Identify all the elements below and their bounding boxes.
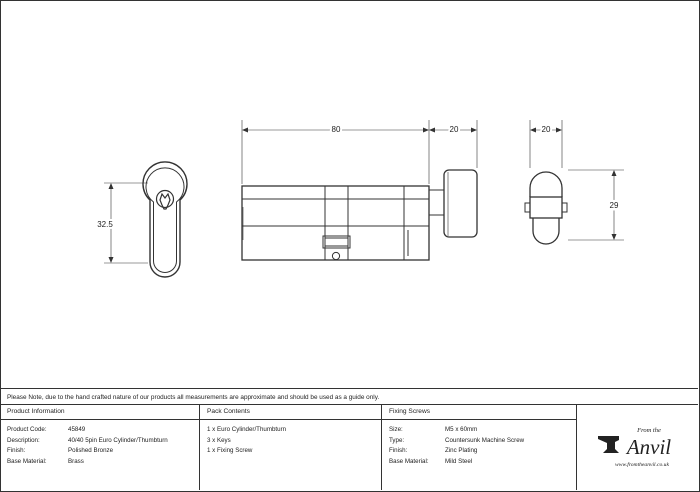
measurement-note: Please Note, due to the hand crafted nature of our products all measurements are approximate and should be used as a guide only. <box>0 388 698 405</box>
spec-value: 45849 <box>68 426 86 433</box>
height-label: 32.5 <box>97 220 113 229</box>
length-label: 80 <box>331 125 341 134</box>
spec-value: 40/40 5pin Euro Cylinder/Thumbturn <box>68 436 168 444</box>
spec-row <box>0 436 199 447</box>
brand-name: Anvil <box>626 435 672 459</box>
turn-length-label: 20 <box>449 125 459 134</box>
spec-label: Base Material: <box>7 457 47 465</box>
spec-value: Brass <box>68 457 84 465</box>
spec-row <box>382 446 576 457</box>
spec-label: Base Material: <box>389 457 429 465</box>
spec-row <box>0 425 199 436</box>
product-information-header: Product Information <box>0 405 199 420</box>
spec-label: Type: <box>389 436 405 444</box>
pack-item: 1 x Fixing Screw <box>207 447 253 455</box>
spec-label: Finish: <box>7 447 26 455</box>
brand-website: www.fromtheanvil.co.uk <box>615 462 669 468</box>
spec-label: Product Code: <box>7 426 47 433</box>
pack-item: 3 x Keys <box>207 436 231 444</box>
spec-label: Size: <box>389 426 403 433</box>
turn-width-label: 20 <box>541 125 551 134</box>
brand-from-text: From the <box>637 427 661 434</box>
product-information-section <box>0 405 200 490</box>
spec-row <box>382 436 576 447</box>
spec-row <box>0 446 199 457</box>
fixing-screws-header: Fixing Screws <box>382 405 576 420</box>
from-the-anvil-logo <box>597 423 687 473</box>
spec-value: Polished Bronze <box>68 447 114 455</box>
pack-item: 1 x Euro Cylinder/Thumbturn <box>207 426 287 433</box>
cylinder-front-view <box>143 162 187 277</box>
fixing-screws-section <box>382 405 577 490</box>
anvil-icon <box>598 436 619 453</box>
pack-contents-section <box>200 405 382 490</box>
spec-row <box>0 457 199 468</box>
spec-label: Finish: <box>389 447 408 455</box>
spec-value: Countersunk Machine Screw <box>445 436 525 444</box>
turn-height-label: 29 <box>609 201 619 210</box>
spec-value: Zinc Plating <box>445 447 478 455</box>
spec-value: M5 x 60mm <box>445 426 478 433</box>
cylinder-side-view <box>242 170 477 260</box>
spec-row <box>382 457 576 468</box>
spec-table <box>0 405 698 490</box>
spec-row <box>382 425 576 436</box>
thumbturn-end-view <box>525 172 567 244</box>
spec-value: Mild Steel <box>445 457 473 465</box>
pack-contents-header: Pack Contents <box>200 405 381 420</box>
spec-label: Description: <box>7 436 40 444</box>
